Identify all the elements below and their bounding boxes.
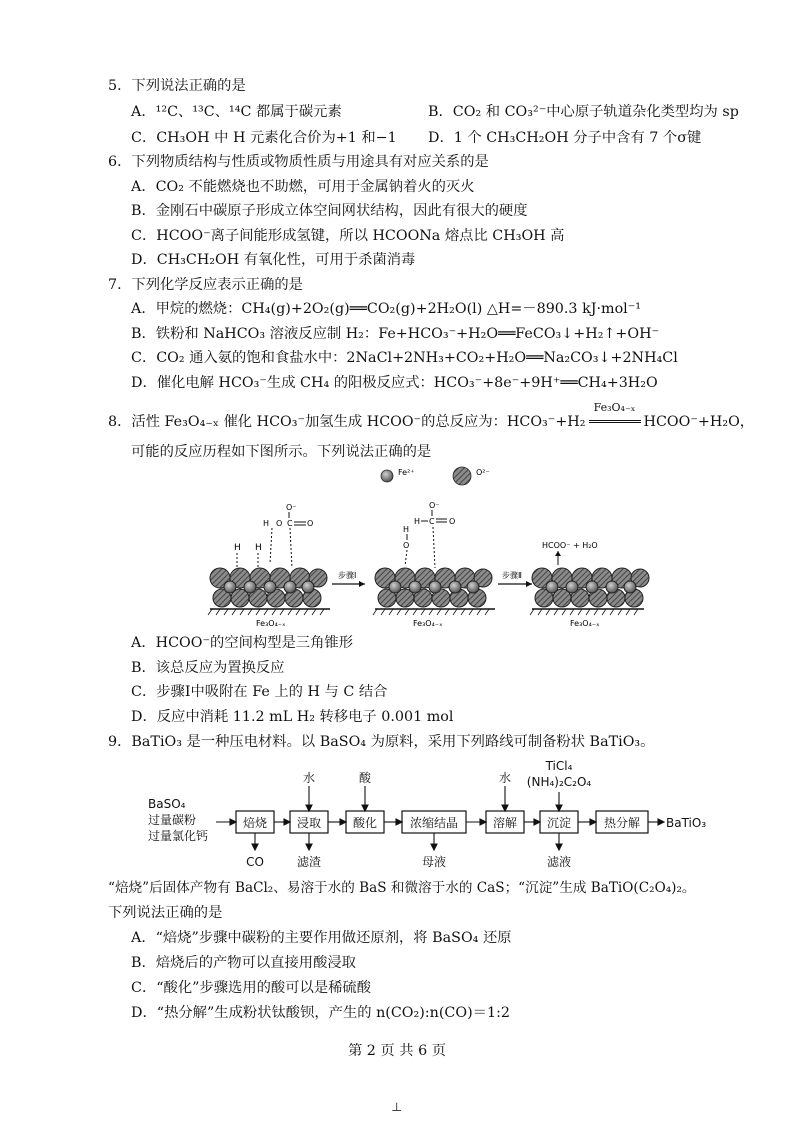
q6-option-d: D．CH₃CH₂OH 有氧化性，可用于杀菌消毒 (131, 252, 416, 268)
q6-option-a: A．CO₂ 不能燃烧也不助燃，可用于金属钠着火的灭火 (131, 179, 475, 195)
step2-label: 步骤Ⅱ (502, 571, 522, 580)
q8-option-a: A．HCOO⁻的空间构型是三角锥形 (131, 635, 353, 651)
output-mother-liquor: 母液 (421, 855, 447, 869)
h-atom-5: H (403, 525, 410, 534)
o-minus-2: O⁻ (429, 501, 440, 510)
step-acidify: 酸化 (352, 816, 378, 830)
o-minus-1: O⁻ (286, 503, 297, 512)
h-atom-2: H (255, 543, 262, 553)
surface-panel-2 (373, 501, 495, 628)
product-batio3: BaTiO₃ (666, 816, 707, 830)
catalyzed-arrow (586, 401, 644, 431)
q5-option-c: C．CH₃OH 中 H 元素化合价为+1 和−1 (131, 130, 397, 146)
q8-stem (108, 401, 755, 431)
o-atom-1: O (276, 519, 283, 528)
c-atom-1: C (287, 519, 293, 528)
ion-layer (375, 568, 492, 607)
step-precipitate: 沉淀 (546, 816, 572, 830)
q8-stem-line2: 可能的反应历程如下图所示。下列说法正确的是 (131, 444, 432, 460)
q9-option-a: A．“焙烧”步骤中碳粉的主要作用做还原剂，将 BaSO₄ 还原 (131, 930, 512, 946)
catalyst-label-2: Fe₃O₄₋ₓ (413, 619, 443, 628)
reagent-acid: 酸 (358, 771, 372, 785)
step-crystallize: 浓缩结晶 (409, 816, 459, 830)
q7-option-d: D．催化电解 HCO₃⁻生成 CH₄ 的阳极反应式：HCO₃⁻+8e⁻+9H⁺══CH₄+3H₂O (131, 375, 658, 391)
reagent-oxalate: (NH₄)₂C₂O₄ (526, 775, 592, 789)
q9-option-b: B．焙烧后的产物可以直接用酸浸取 (131, 955, 356, 971)
products-label: HCOO⁻ + H₂O (542, 541, 598, 550)
q8-option-c: C．步骤Ⅰ中吸附在 Fe 上的 H 与 C 结合 (131, 684, 388, 700)
mechanism-diagram (200, 460, 650, 630)
q7-option-b: B．铁粉和 NaHCO₃ 溶液反应制 H₂：Fe+HCO₃⁻+H₂O══FeCO₃↓+H₂↑+OH⁻ (131, 326, 660, 342)
output-filtrate: 滤液 (546, 855, 572, 869)
q5-stem: 5．下列说法正确的是 (108, 78, 246, 94)
q8-stem-right: HCOO⁻+H₂O， (643, 414, 755, 430)
step1-label: 步骤Ⅰ (338, 571, 357, 580)
catalyst-label: Fe₃O₄₋ₓ (593, 401, 636, 414)
reagent-water-1: 水 (302, 771, 316, 785)
step-roast: 焙烧 (242, 816, 268, 830)
q5-option-d: D．1 个 CH₃CH₂OH 分子中含有 7 个σ键 (428, 130, 702, 146)
surface-panel-1 (208, 503, 330, 628)
ion-layer (210, 568, 327, 607)
legend-fe: Fe²⁺ (398, 468, 415, 477)
q7-option-c: C．CO₂ 通入氨的饱和食盐水中：2NaCl+2NH₃+CO₂+H₂O══Na₂CO₃↓+2NH₄Cl (131, 350, 678, 366)
input-cacl2: 过量氯化钙 (148, 829, 209, 843)
q5-option-b: B．CO₂ 和 CO₃²⁻中心原子轨道杂化类型均为 sp (428, 104, 739, 120)
step-leach: 浸取 (296, 816, 322, 830)
q7-stem: 7．下列化学反应表示正确的是 (108, 277, 303, 293)
reagent-ticl4: TiCl₄ (545, 759, 573, 773)
q5-option-a: A．¹²C、¹³C、¹⁴C 都属于碳元素 (131, 104, 342, 120)
q8-option-b: B．该总反应为置换反应 (131, 660, 285, 676)
footer-mark: ⊥ (391, 1100, 403, 1114)
q7-option-a: A．甲烷的燃烧：CH₄(g)+2O₂(g)══CO₂(g)+2H₂O(l) △H=－890.3 kJ·mol⁻¹ (131, 301, 642, 317)
h-atom-1: H (234, 543, 241, 553)
catalyst-label-1: Fe₃O₄₋ₓ (256, 619, 286, 628)
q6-option-c: C．HCOO⁻离子间能形成氢键，所以 HCOONa 熔点比 CH₃OH 高 (131, 228, 565, 244)
q9-note: “焙烧”后固体产物有 BaCl₂、易溶于水的 BaS 和微溶于水的 CaS；“沉淀”生成 BaTiO(C₂O₄)₂。 (108, 880, 696, 896)
step-decompose: 热分解 (603, 816, 641, 830)
q6-option-b: B．金刚石中碳原子形成立体空间网状结构，因此有很大的硬度 (131, 203, 528, 219)
surface-panel-3 (530, 541, 649, 628)
output-co: CO (246, 855, 264, 869)
q9-stem: 9．BaTiO₃ 是一种压电材料。以 BaSO₄ 为原料，采用下列路线可制备粉状 BaTiO₃。 (108, 734, 655, 750)
input-baso4: BaSO₄ (148, 797, 186, 811)
o-atom-3: O (449, 517, 456, 526)
o-atom-4: O (403, 541, 410, 550)
c-atom-2: C (429, 517, 435, 526)
q6-stem: 6．下列物质结构与性质或物质性质与用途具有对应关系的是 (108, 154, 489, 170)
ion-layer (532, 568, 649, 607)
o-ion-legend-icon (453, 467, 471, 485)
o-atom-2: O (307, 519, 314, 528)
output-residue: 滤渣 (296, 855, 322, 869)
q8-stem-left: 8．活性 Fe₃O₄₋ₓ 催化 HCO₃⁻加氢生成 HCOO⁻的总反应为：HCO₃⁻+H₂ (108, 414, 586, 430)
q8-option-d: D．反应中消耗 11.2 mL H₂ 转移电子 0.001 mol (131, 709, 454, 725)
input-carbon: 过量碳粉 (148, 813, 197, 827)
flowchart (140, 752, 710, 876)
h-atom-3: H (263, 519, 270, 528)
h-atom-4: H (414, 517, 421, 526)
q9-stem-line2: 下列说法正确的是 (108, 905, 223, 921)
legend-o: O²⁻ (476, 468, 490, 477)
catalyst-label-3: Fe₃O₄₋ₓ (570, 619, 600, 628)
page-footer: 第 2 页 共 6 页 (347, 1043, 447, 1059)
step-dissolve: 溶解 (492, 816, 518, 830)
q9-option-c: C．“酸化”步骤选用的酸可以是稀硫酸 (131, 980, 372, 996)
reagent-water-2: 水 (498, 771, 512, 785)
fe-ion-legend-icon (381, 470, 393, 482)
q9-option-d: D．“热分解”生成粉状钛酸钡，产生的 n(CO₂):n(CO)＝1:2 (131, 1005, 510, 1021)
